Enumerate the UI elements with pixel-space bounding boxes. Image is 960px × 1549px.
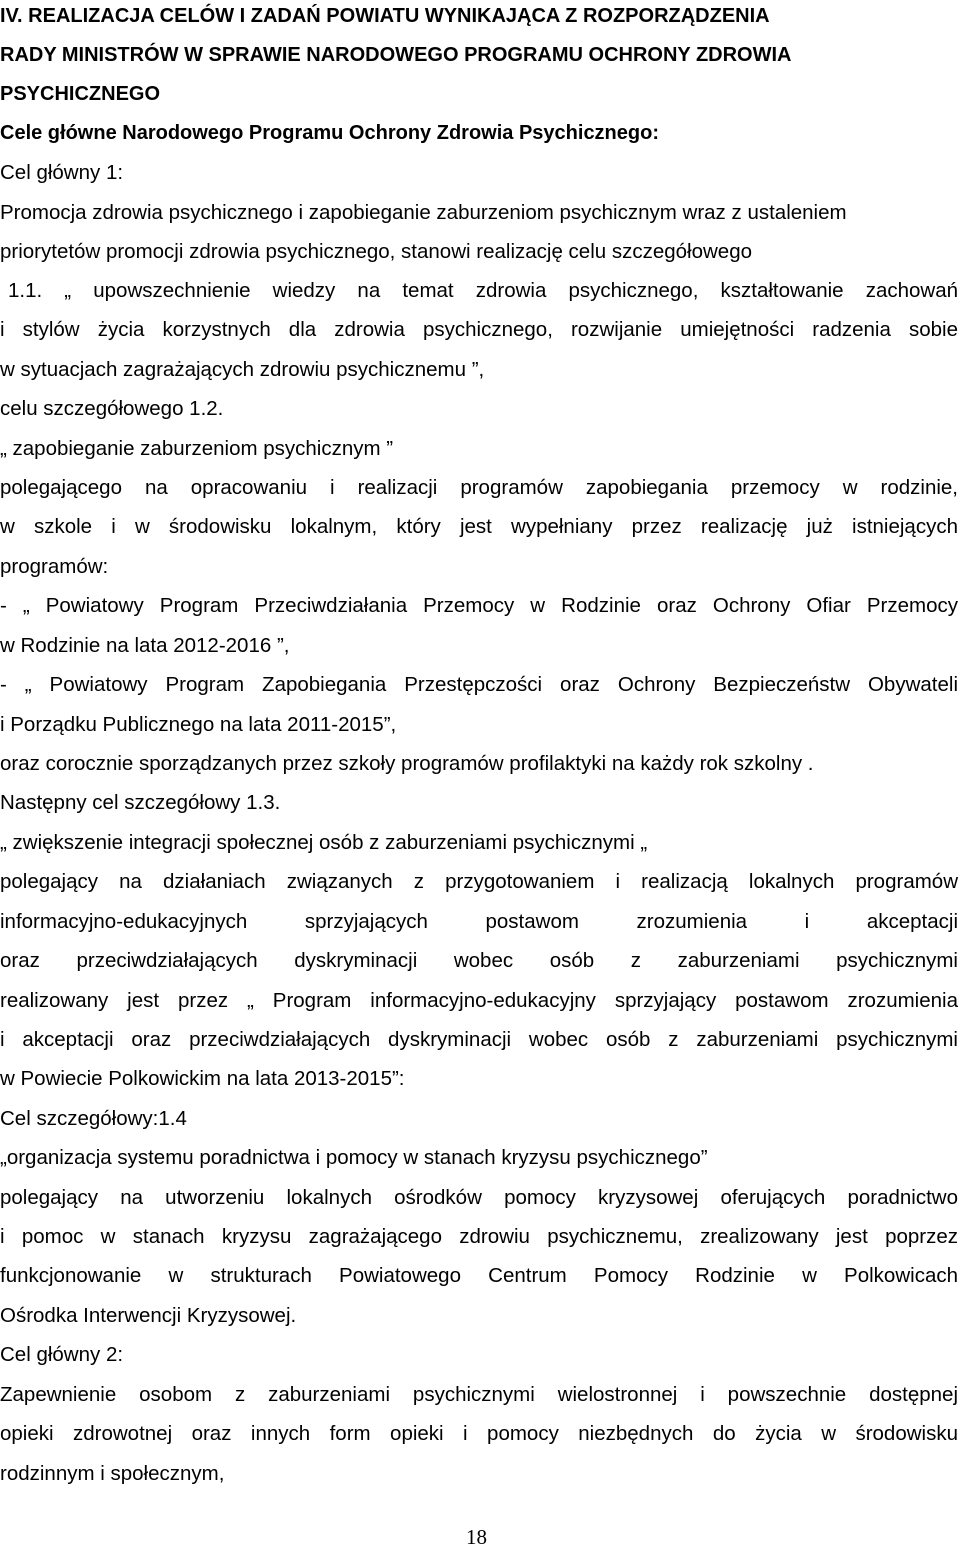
paragraph-line: w szkole i w środowisku lokalnym, który jest wypełniany przez realizację już istniejących	[0, 515, 958, 538]
paragraph-line: i stylów życia korzystnych dla zdrowia psychicznego, rozwijanie umiejętności radzenia sobie	[0, 318, 958, 341]
paragraph-line: „ zwiększenie integracji społecznej osób z zaburzeniami psychicznymi „	[0, 831, 648, 854]
paragraph-line: „organizacja systemu poradnictwa i pomocy w stanach kryzysu psychicznego”	[0, 1146, 708, 1169]
list-item-continued: i Porządku Publicznego na lata 2011-2015”,	[0, 713, 397, 736]
list-item: - „ Powiatowy Program Przeciwdziałania Przemocy w Rodzinie oraz Ochrony Ofiar Przemocy	[0, 594, 958, 617]
heading-line-2: RADY MINISTRÓW W SPRAWIE NARODOWEGO PROGRAMU OCHRONY ZDROWIA	[0, 44, 792, 66]
goal-1-label: Cel główny 1:	[0, 161, 124, 184]
paragraph-line: 1.1. „ upowszechnienie wiedzy na temat zdrowia psychicznego, kształtowanie zachowań	[8, 279, 958, 302]
paragraph-line: i akceptacji oraz przeciwdziałających dyskryminacji wobec osób z zaburzeniami psychicznymi	[0, 1028, 958, 1051]
paragraph-line: opieki zdrowotnej oraz innych form opieki i pomocy niezbędnych do życia w środowisku	[0, 1422, 958, 1445]
list-item-continued: w Rodzinie na lata 2012-2016 ”,	[0, 634, 290, 657]
paragraph-line: Ośrodka Interwencji Kryzysowej.	[0, 1304, 297, 1327]
paragraph-line: oraz corocznie sporządzanych przez szkoły programów profilaktyki na każdy rok szkolny .	[0, 752, 814, 775]
paragraph-line: i pomoc w stanach kryzysu zagrażającego zdrowiu psychicznemu, zrealizowany jest poprzez	[0, 1225, 958, 1248]
paragraph-line: informacyjno-edukacyjnych sprzyjających postawom zrozumienia i akceptacji	[0, 910, 958, 933]
page-number: 18	[466, 1525, 487, 1549]
paragraph-line: Promocja zdrowia psychicznego i zapobieganie zaburzeniom psychicznym wraz z ustaleniem	[0, 201, 847, 224]
heading-line-3: PSYCHICZNEGO	[0, 83, 161, 105]
paragraph-line: celu szczegółowego 1.2.	[0, 397, 224, 420]
paragraph-line: funkcjonowanie w strukturach Powiatowego Centrum Pomocy Rodzinie w Polkowicach	[0, 1264, 958, 1287]
paragraph-line: polegającego na opracowaniu i realizacji programów zapobiegania przemocy w rodzinie,	[0, 476, 958, 499]
paragraph-line: Następny cel szczegółowy 1.3.	[0, 791, 281, 814]
heading-line-1: IV. REALIZACJA CELÓW I ZADAŃ POWIATU WYNIKAJĄCA Z ROZPORZĄDZENIA	[0, 5, 770, 27]
paragraph-line: realizowany jest przez „ Program informacyjno-edukacyjny sprzyjający postawom zrozumienia	[0, 989, 958, 1012]
paragraph-line: programów:	[0, 555, 109, 578]
paragraph-line: polegający na działaniach związanych z przygotowaniem i realizacją lokalnych programów	[0, 870, 958, 893]
paragraph-line: priorytetów promocji zdrowia psychicznego, stanowi realizację celu szczegółowego	[0, 240, 753, 263]
paragraph-line: Zapewnienie osobom z zaburzeniami psychicznymi wielostronnej i powszechnie dostępnej	[0, 1383, 958, 1406]
list-item: - „ Powiatowy Program Zapobiegania Przestępczości oraz Ochrony Bezpieczeństw Obywateli	[0, 673, 958, 696]
paragraph-line: rodzinnym i społecznym,	[0, 1462, 225, 1485]
goal-2-label: Cel główny 2:	[0, 1343, 124, 1366]
subheading: Cele główne Narodowego Programu Ochrony Zdrowia Psychicznego:	[0, 122, 659, 144]
paragraph-line: w sytuacjach zagrażających zdrowiu psychicznemu ”,	[0, 358, 485, 381]
paragraph-line: oraz przeciwdziałających dyskryminacji wobec osób z zaburzeniami psychicznymi	[0, 949, 958, 972]
paragraph-line: Cel szczegółowy:1.4	[0, 1107, 187, 1130]
paragraph-line: „ zapobieganie zaburzeniom psychicznym ”	[0, 437, 394, 460]
paragraph-line: w Powiecie Polkowickim na lata 2013-2015”:	[0, 1067, 405, 1090]
paragraph-line: polegający na utworzeniu lokalnych ośrodków pomocy kryzysowej oferujących poradnictwo	[0, 1186, 958, 1209]
